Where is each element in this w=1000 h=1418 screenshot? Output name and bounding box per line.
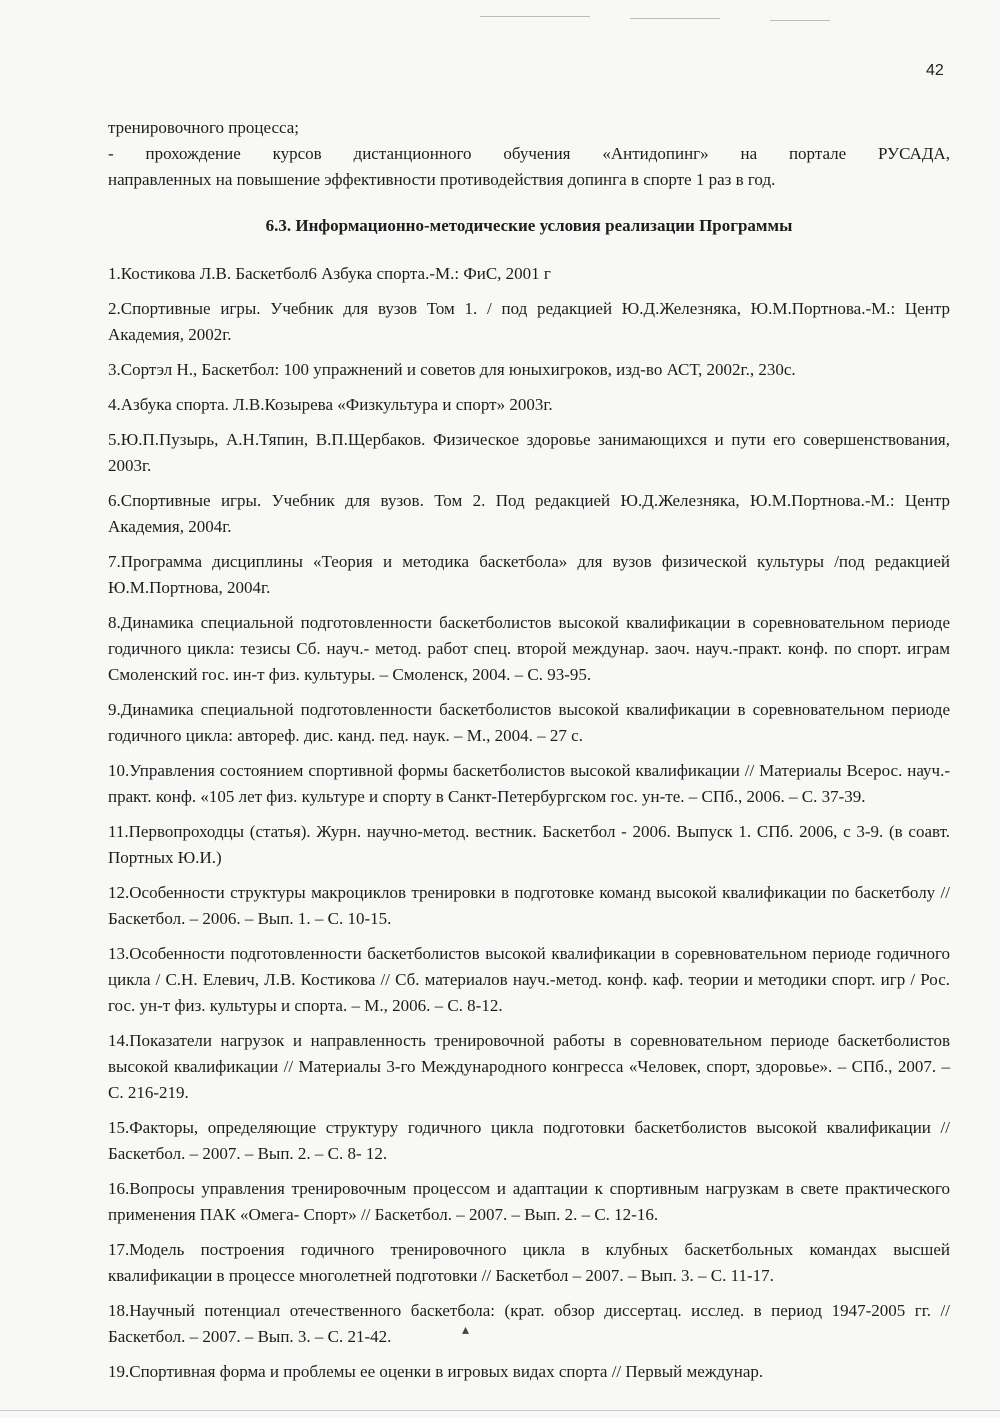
reference-item: 13.Особенности подготовленности баскетболистов высокой квалификации в соревновательном периоде годичного цикла / С.Н. Елевич, Л.В. Костикова // Сб. материалов науч.-метод. конф. каф. теории и методики спорт. игр / Рос. гос. ун-т физ. культуры и спорта. – М., 2006. – С. 8-12. bbox=[108, 944, 950, 1015]
intro-line: тренировочного процесса; bbox=[108, 118, 300, 137]
section-heading: 6.3. Информационно-методические условия реализации Программы bbox=[265, 216, 793, 235]
reference-item: 15.Факторы, определяющие структуру годичного цикла подготовки баскетболистов высокой квалификации // Баскетбол. – 2007. – Вып. 2. – С. 8- 12. bbox=[108, 1118, 950, 1163]
intro-line: направленных на повышение эффективности противодействия допинга в спорте 1 раз в год. bbox=[108, 170, 776, 189]
reference-item: 12.Особенности структуры макроциклов тренировки в подготовке команд высокой квалификации по баскетболу // Баскетбол. – 2006. – Вып. 1. – С. 10-15. bbox=[108, 883, 950, 928]
scan-speck: ▴ bbox=[462, 1323, 470, 1338]
document-body bbox=[108, 115, 950, 1394]
reference-item: 1.Костикова Л.В. Баскетбол6 Азбука спорта.-М.: ФиС, 2001 г bbox=[108, 264, 551, 283]
reference-item: 2.Спортивные игры. Учебник для вузов Том 1. / под редакцией Ю.Д.Железняка, Ю.М.Портнова.-М.: Центр Академия, 2002г. bbox=[108, 299, 950, 344]
reference-item: 3.Сортэл Н., Баскетбол: 100 упражнений и советов для юныхигроков, изд-во АСТ, 2002г., 230с. bbox=[108, 360, 796, 379]
reference-item: 6.Спортивные игры. Учебник для вузов. Том 2. Под редакцией Ю.Д.Железняка, Ю.М.Портнова.-М.: Центр Академия, 2004г. bbox=[108, 491, 950, 536]
reference-item: 9.Динамика специальной подготовленности баскетболистов высокой квалификации в соревновательном периоде годичного цикла: автореф. дис. канд. пед. наук. – М., 2004. – 27 с. bbox=[108, 700, 950, 745]
reference-item: 17.Модель построения годичного тренировочного цикла в клубных баскетбольных командах высшей квалификации в процессе многолетней подготовки // Баскетбол – 2007. – Вып. 3. – С. 11-17. bbox=[108, 1240, 950, 1285]
intro-line: - прохождение курсов дистанционного обучения «Антидопинг» на портале РУСАДА, bbox=[108, 144, 950, 163]
reference-item: 4.Азбука спорта. Л.В.Козырева «Физкультура и спорт» 2003г. bbox=[108, 395, 553, 414]
reference-item: 16.Вопросы управления тренировочным процессом и адаптации к спортивным нагрузкам в свете практического применения ПАК «Омега- Спорт» // Баскетбол. – 2007. – Вып. 2. – С. 12-16. bbox=[108, 1179, 950, 1224]
reference-item: 14.Показатели нагрузок и направленность тренировочной работы в соревновательном периоде баскетболистов высокой квалификации // Материалы 3-го Международного конгресса «Человек, спорт, здоровье». – СПб., 2007. – С. 216-219. bbox=[108, 1031, 950, 1102]
reference-item: 7.Программа дисциплины «Теория и методика баскетбола» для вузов физической культуры /под редакцией Ю.М.Портнова, 2004г. bbox=[108, 552, 950, 597]
reference-list bbox=[108, 261, 950, 1385]
reference-item: 5.Ю.П.Пузырь, А.Н.Тяпин, В.П.Щербаков. Физическое здоровье занимающихся и пути его совершенствования, 2003г. bbox=[108, 430, 950, 475]
reference-item: 10.Управления состоянием спортивной формы баскетболистов высокой квалификации // Материалы Всерос. науч.-практ. конф. «105 лет физ. культуре и спорту в Санкт-Петербургском гос. ун-те. – СПб., 2006. – С. 37-39. bbox=[108, 761, 950, 806]
page-bottom-edge bbox=[0, 1410, 1000, 1411]
reference-item: 19.Спортивная форма и проблемы ее оценки в игровых видах спорта // Первый междунар. bbox=[108, 1362, 764, 1381]
page-number: 42 bbox=[926, 62, 944, 79]
reference-item: 8.Динамика специальной подготовленности баскетболистов высокой квалификации в соревновательном периоде годичного цикла: тезисы Сб. науч.- метод. работ спец. второй междунар. заоч. науч.-практ. конф. по спорт. играм Смоленский гос. ин-т физ. культуры. – Смоленск, 2004. – С. 93-95. bbox=[108, 613, 950, 684]
reference-item: 11.Первопроходцы (статья). Журн. научно-метод. вестник. Баскетбол - 2006. Выпуск 1. СПб. 2006, с 3-9. (в соавт. Портных Ю.И.) bbox=[108, 822, 950, 867]
reference-item: 18.Научный потенциал отечественного баскетбола: (крат. обзор диссертац. исслед. в период 1947-2005 гг. // Баскетбол. – 2007. – Вып. 3. – С. 21-42. bbox=[108, 1301, 950, 1346]
